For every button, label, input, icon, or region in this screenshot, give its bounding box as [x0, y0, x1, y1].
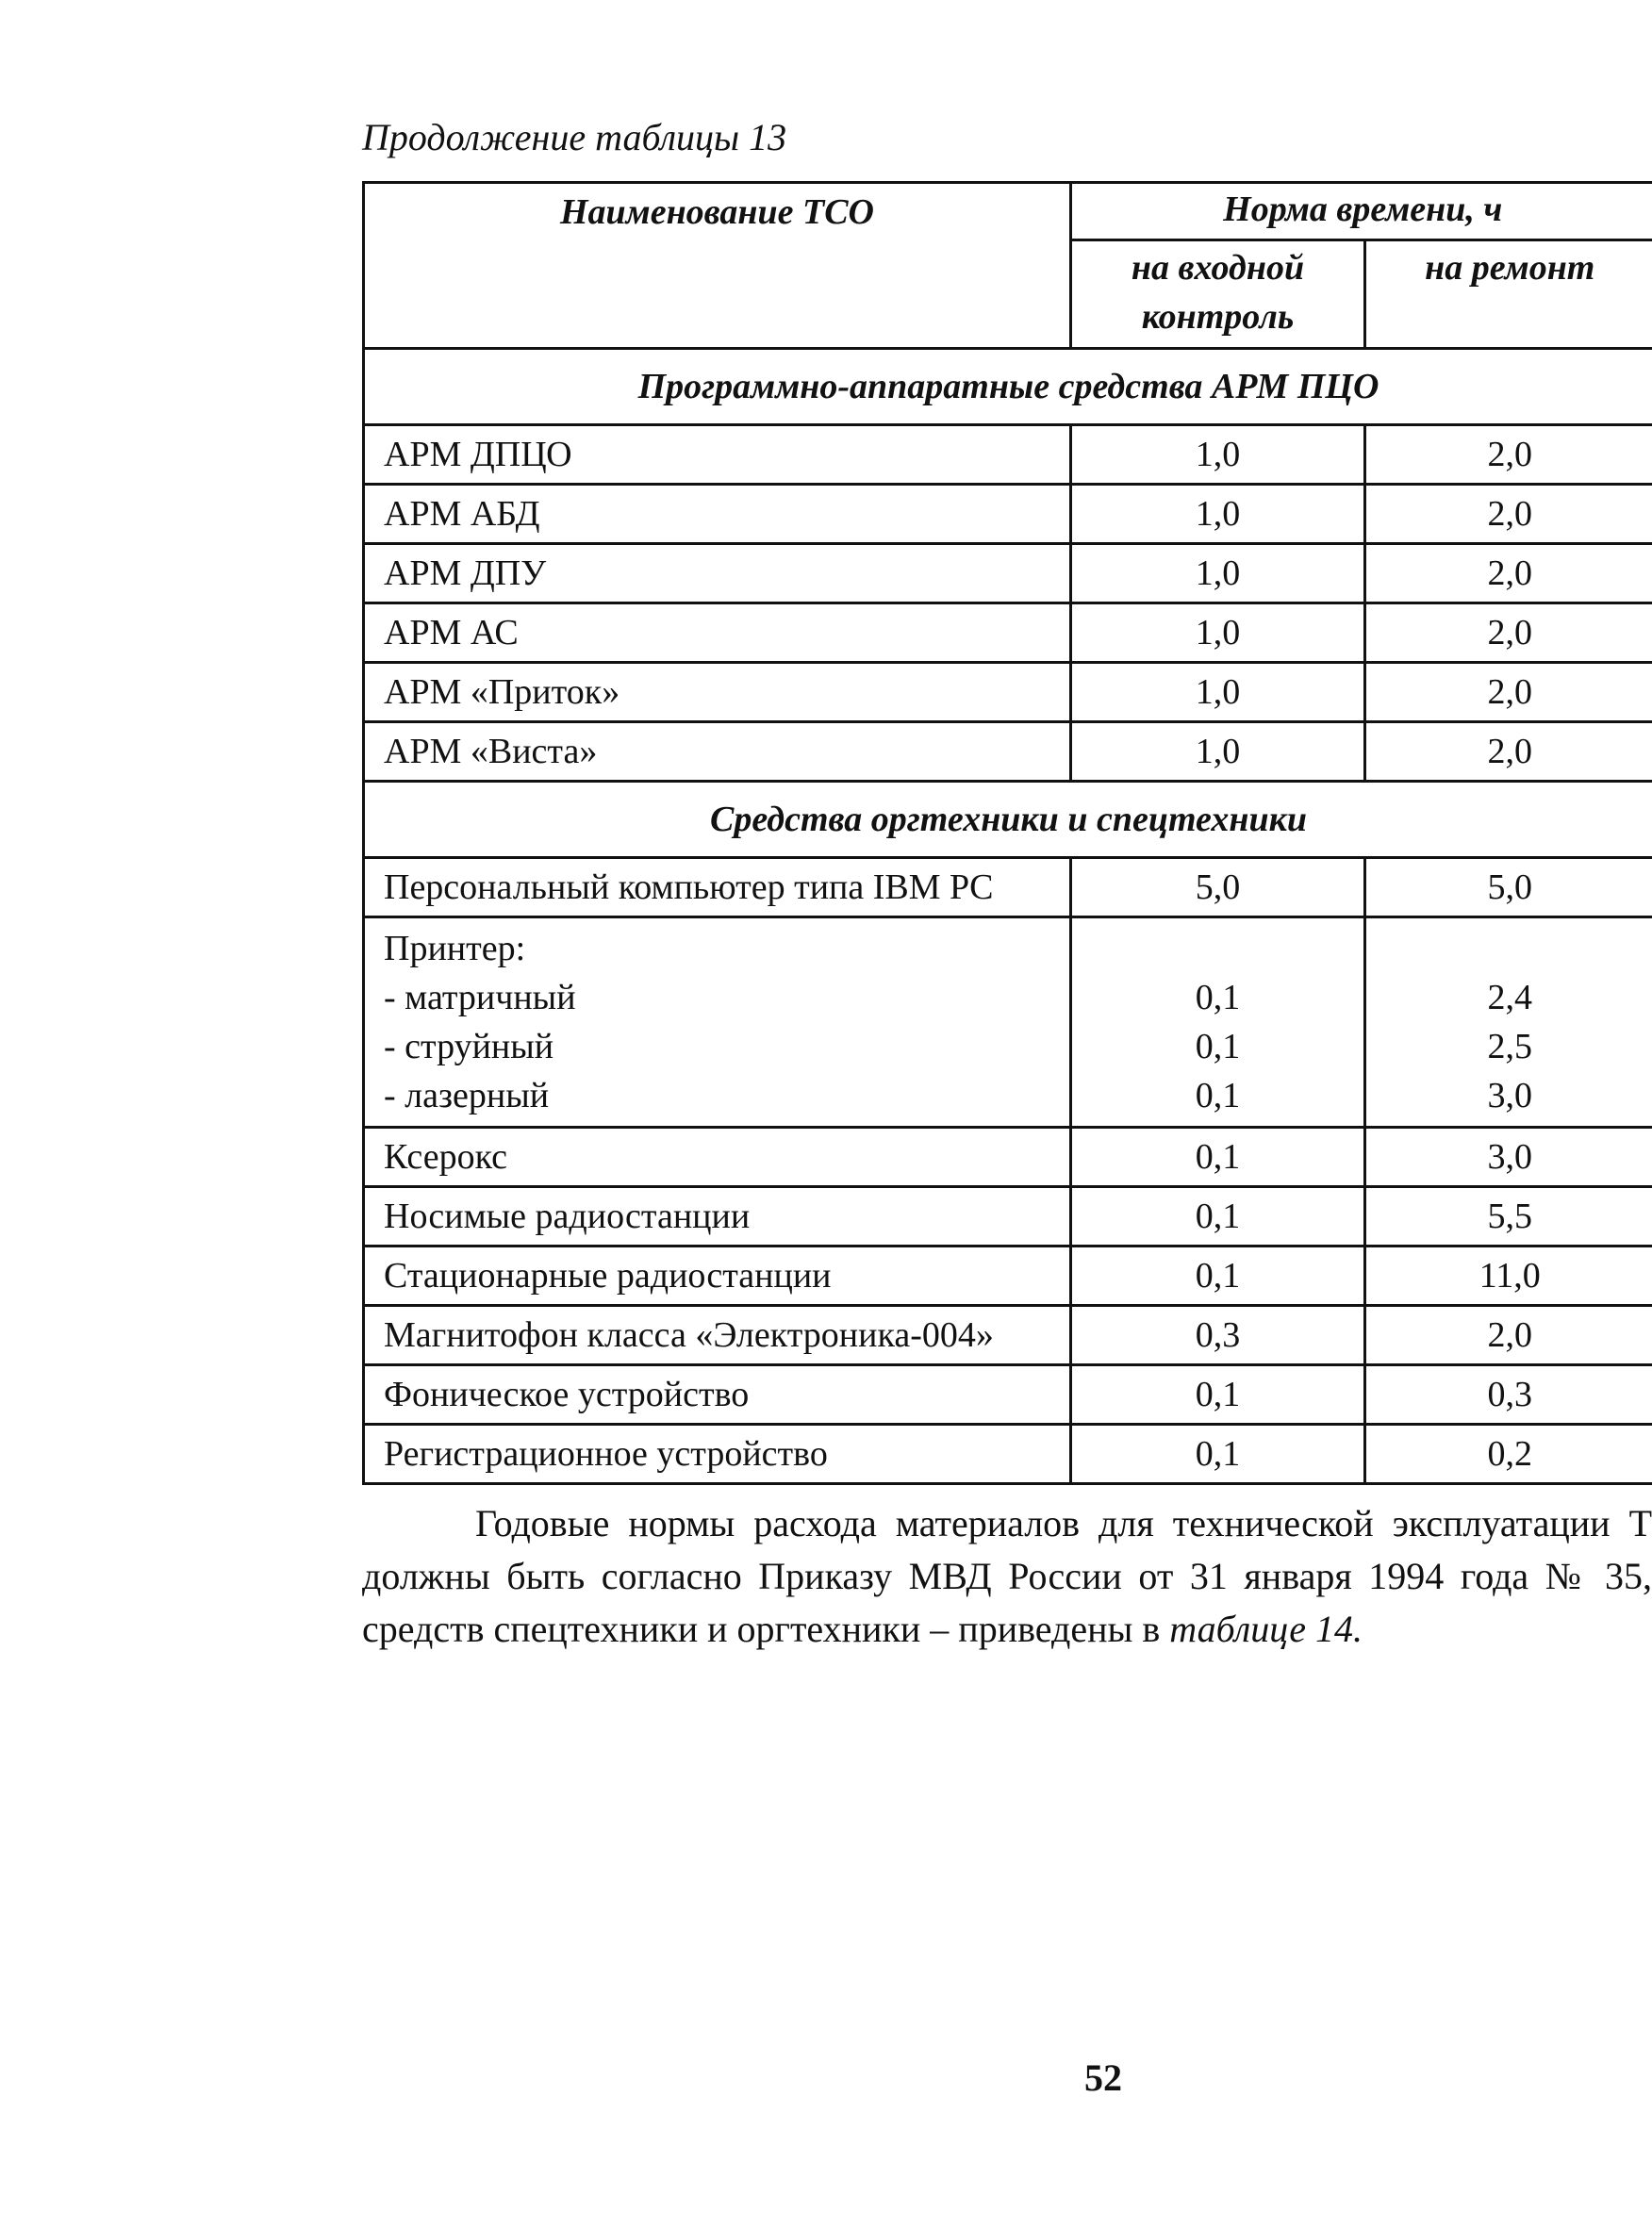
header-name: Наименование ТСО [364, 183, 1071, 349]
row-repair: 11,0 [1365, 1247, 1652, 1306]
section-row [364, 782, 1652, 858]
row-name: Носимые радиостанции [364, 1187, 1071, 1247]
row-input: 1,0 [1071, 722, 1365, 782]
table-caption: Продолжение таблицы 13 [362, 116, 787, 158]
row-name: Ксерокс [364, 1128, 1071, 1187]
header-repair: на ремонт [1365, 240, 1652, 349]
page-number: 52 [1084, 2056, 1122, 2099]
row-repair: 5,0 [1365, 858, 1652, 917]
row-input: 0,1 [1071, 1187, 1365, 1247]
table-row [364, 1425, 1652, 1484]
row-input: 0,3 [1071, 1306, 1365, 1365]
printer-type: - струйный [384, 1027, 554, 1066]
printer-repair-value: 2,4 [1487, 978, 1532, 1017]
header-row [364, 183, 1652, 240]
header-input-line1: на входной [1131, 248, 1305, 288]
row-name: Регистрационное устройство [364, 1425, 1071, 1484]
body-paragraph [362, 1497, 1652, 1656]
table-row [364, 1187, 1652, 1247]
row-repair: 5,5 [1365, 1187, 1652, 1247]
printer-names [364, 917, 1071, 1128]
table-reference: таблице 14. [1169, 1608, 1363, 1650]
printer-repair-value: 3,0 [1487, 1076, 1532, 1115]
table-row [364, 1365, 1652, 1425]
row-input: 1,0 [1071, 544, 1365, 603]
row-input: 1,0 [1071, 485, 1365, 544]
table-row [364, 544, 1652, 603]
printer-type: - матричный [384, 978, 576, 1017]
row-input: 1,0 [1071, 425, 1365, 485]
row-name: АРМ ДПУ [364, 544, 1071, 603]
table-row [364, 663, 1652, 722]
printer-title: Принтер: [384, 929, 526, 968]
row-repair: 2,0 [1365, 485, 1652, 544]
printer-input [1071, 917, 1365, 1128]
printer-type: - лазерный [384, 1076, 550, 1115]
table-row [364, 722, 1652, 782]
row-input: 0,1 [1071, 1425, 1365, 1484]
paragraph-text: Годовые нормы расхода материалов для технической эксплуатации Т должны быть согласно Приказу МВД России от 31 января 1994 года № 35, средств спецтехники и оргтехники – приведены в [362, 1502, 1652, 1650]
row-repair: 2,0 [1365, 722, 1652, 782]
table-row [364, 485, 1652, 544]
row-name: Персональный компьютер типа IBM PC [364, 858, 1071, 917]
section-title-arm: Программно-аппаратные средства АРМ ПЦО [364, 349, 1652, 425]
printer-repair-value: 2,5 [1487, 1027, 1532, 1066]
norms-table [362, 181, 1652, 1485]
table-row [364, 603, 1652, 663]
printer-repair [1365, 917, 1652, 1128]
row-name: АРМ ДПЦО [364, 425, 1071, 485]
printer-row [364, 917, 1652, 1128]
printer-input-value: 0,1 [1195, 1076, 1241, 1115]
header-norm: Норма времени, ч [1071, 183, 1652, 240]
header-input-control [1071, 240, 1365, 349]
row-repair: 2,0 [1365, 1306, 1652, 1365]
row-input: 1,0 [1071, 603, 1365, 663]
row-name: АРМ АС [364, 603, 1071, 663]
printer-input-value: 0,1 [1195, 978, 1241, 1017]
row-input: 0,1 [1071, 1128, 1365, 1187]
row-repair: 2,0 [1365, 663, 1652, 722]
row-input: 1,0 [1071, 663, 1365, 722]
table-row [364, 1128, 1652, 1187]
section-title-office: Средства оргтехники и спецтехники [364, 782, 1652, 858]
table-row [364, 858, 1652, 917]
row-input: 0,1 [1071, 1365, 1365, 1425]
row-repair: 2,0 [1365, 603, 1652, 663]
row-name: Магнитофон класса «Электроника-004» [364, 1306, 1071, 1365]
row-name: АРМ «Приток» [364, 663, 1071, 722]
row-name: АРМ АБД [364, 485, 1071, 544]
row-name: Фоническое устройство [364, 1365, 1071, 1425]
row-repair: 2,0 [1365, 544, 1652, 603]
printer-input-value: 0,1 [1195, 1027, 1241, 1066]
row-repair: 0,2 [1365, 1425, 1652, 1484]
row-repair: 3,0 [1365, 1128, 1652, 1187]
row-input: 5,0 [1071, 858, 1365, 917]
header-input-line2: контроль [1141, 297, 1295, 337]
table-row [364, 1306, 1652, 1365]
section-row [364, 349, 1652, 425]
table-row [364, 425, 1652, 485]
row-name: Стационарные радиостанции [364, 1247, 1071, 1306]
table-row [364, 1247, 1652, 1306]
row-input: 0,1 [1071, 1247, 1365, 1306]
row-name: АРМ «Виста» [364, 722, 1071, 782]
row-repair: 0,3 [1365, 1365, 1652, 1425]
row-repair: 2,0 [1365, 425, 1652, 485]
